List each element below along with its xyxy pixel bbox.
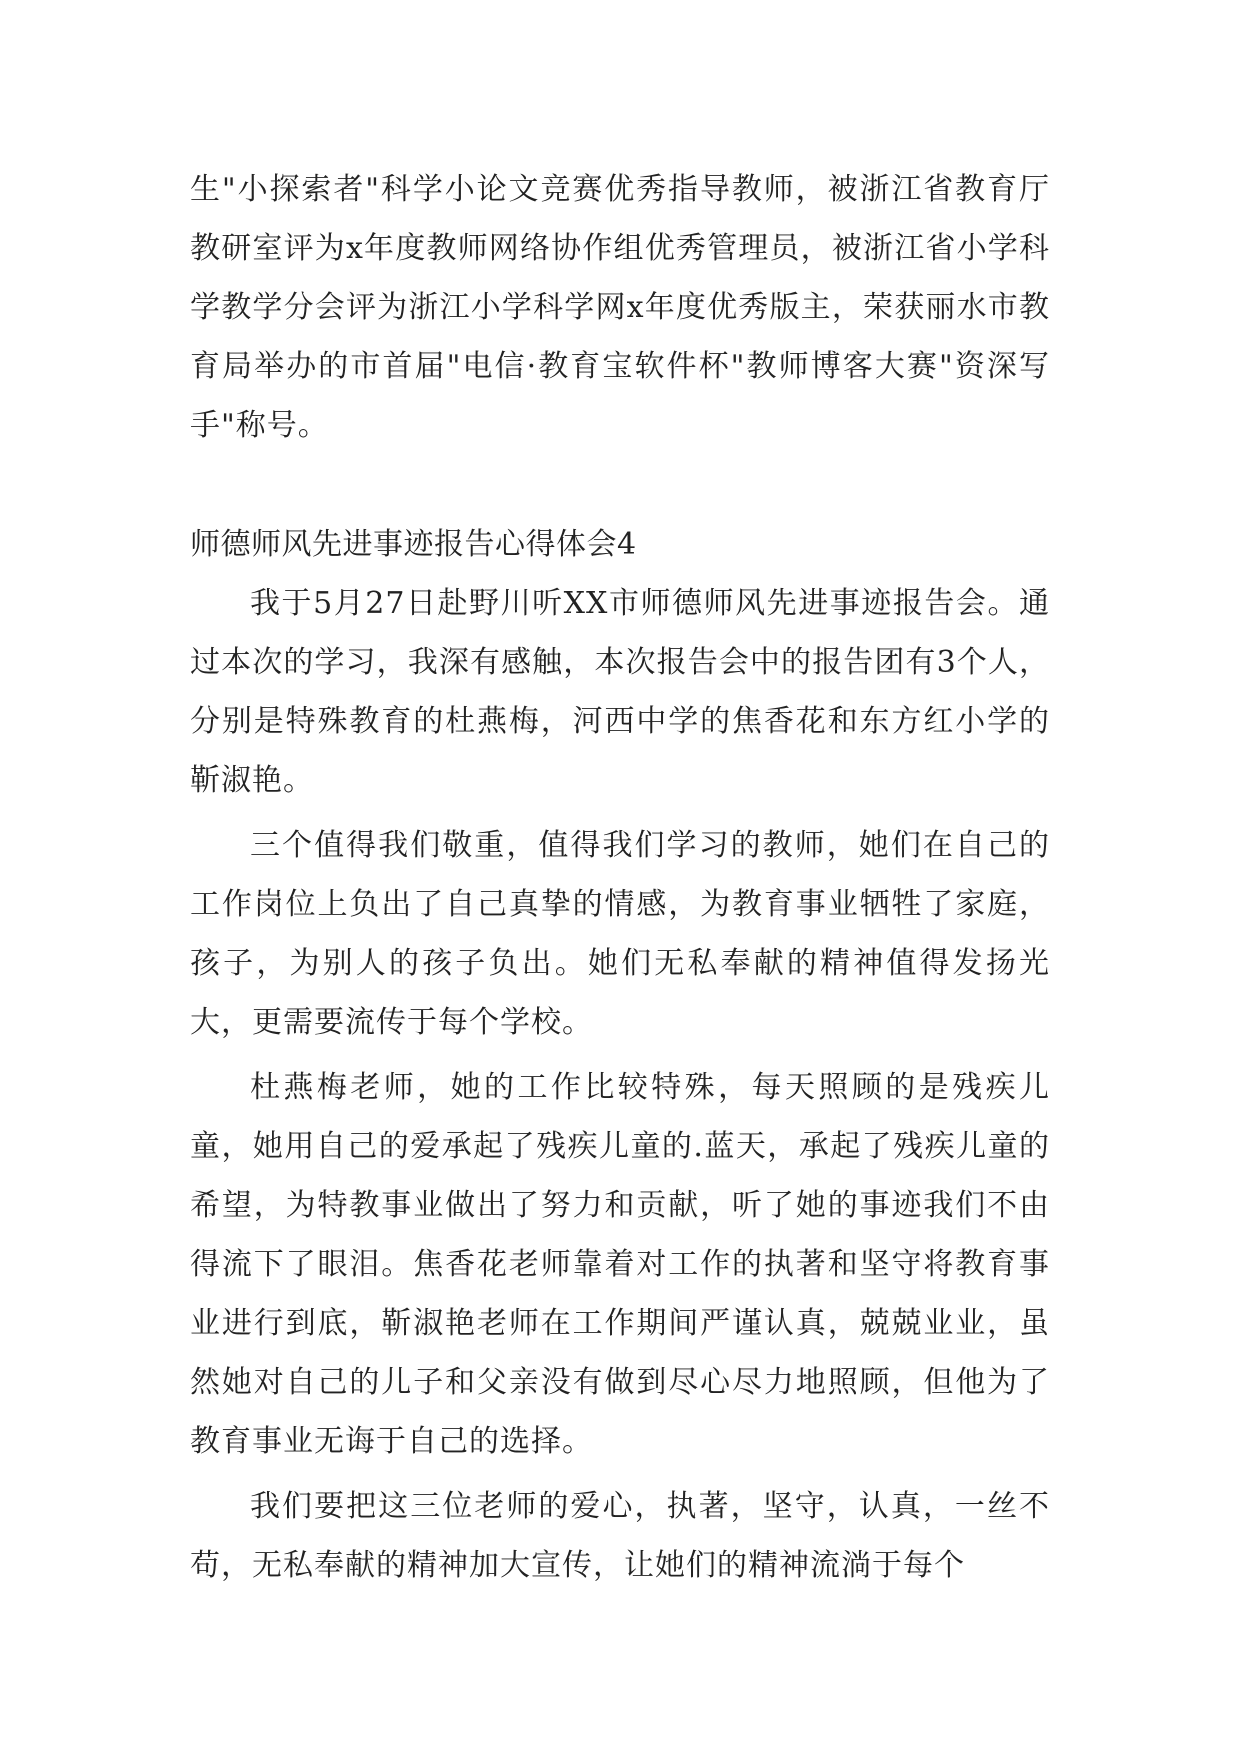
section-gap (190, 455, 1050, 515)
body-paragraph-3: 杜燕梅老师，她的工作比较特殊，每天照顾的是残疾儿童，她用自己的爱承起了残疾儿童的.蓝天，承起了残疾儿童的希望，为特教事业做出了努力和贡献，听了她的事迹我们不由得流下了眼泪。焦香花老师靠着对工作的执著和坚守将教育事业进行到底，靳淑艳老师在工作期间严谨认真，兢兢业业，虽然她对自己的儿子和父亲没有做到尽心尽力地照顾，但他为了教育事业无诲于自己的选择。 (190, 1070, 1050, 1459)
section-title: 师德师风先进事迹报告心得体会4 (190, 527, 637, 562)
document-page (190, 160, 1050, 1595)
intro-paragraph: 生"小探索者"科学小论文竞赛优秀指导教师，被浙江省教育厅教研室评为x年度教师网络协作组优秀管理员，被浙江省小学科学教学分会评为浙江小学科学网x年度优秀版主，荣获丽水市教育局举办的市首届"电信·教育宝软件杯"教师博客大赛"资深写手"称号。 (190, 172, 1050, 443)
body-paragraph-1: 我于5月27日赴野川听XX市师德师风先进事迹报告会。通过本次的学习，我深有感触，本次报告会中的报告团有3个人，分别是特殊教育的杜燕梅，河西中学的焦香花和东方红小学的靳淑艳。 (190, 586, 1050, 798)
body-paragraph-4: 我们要把这三位老师的爱心，执著，坚守，认真，一丝不苟，无私奉献的精神加大宣传，让她们的精神流淌于每个 (190, 1489, 1050, 1583)
body-paragraph-2: 三个值得我们敬重，值得我们学习的教师，她们在自己的工作岗位上负出了自己真挚的情感，为教育事业牺牲了家庭，孩子，为别人的孩子负出。她们无私奉献的精神值得发扬光大，更需要流传于每个学校。 (190, 828, 1050, 1040)
